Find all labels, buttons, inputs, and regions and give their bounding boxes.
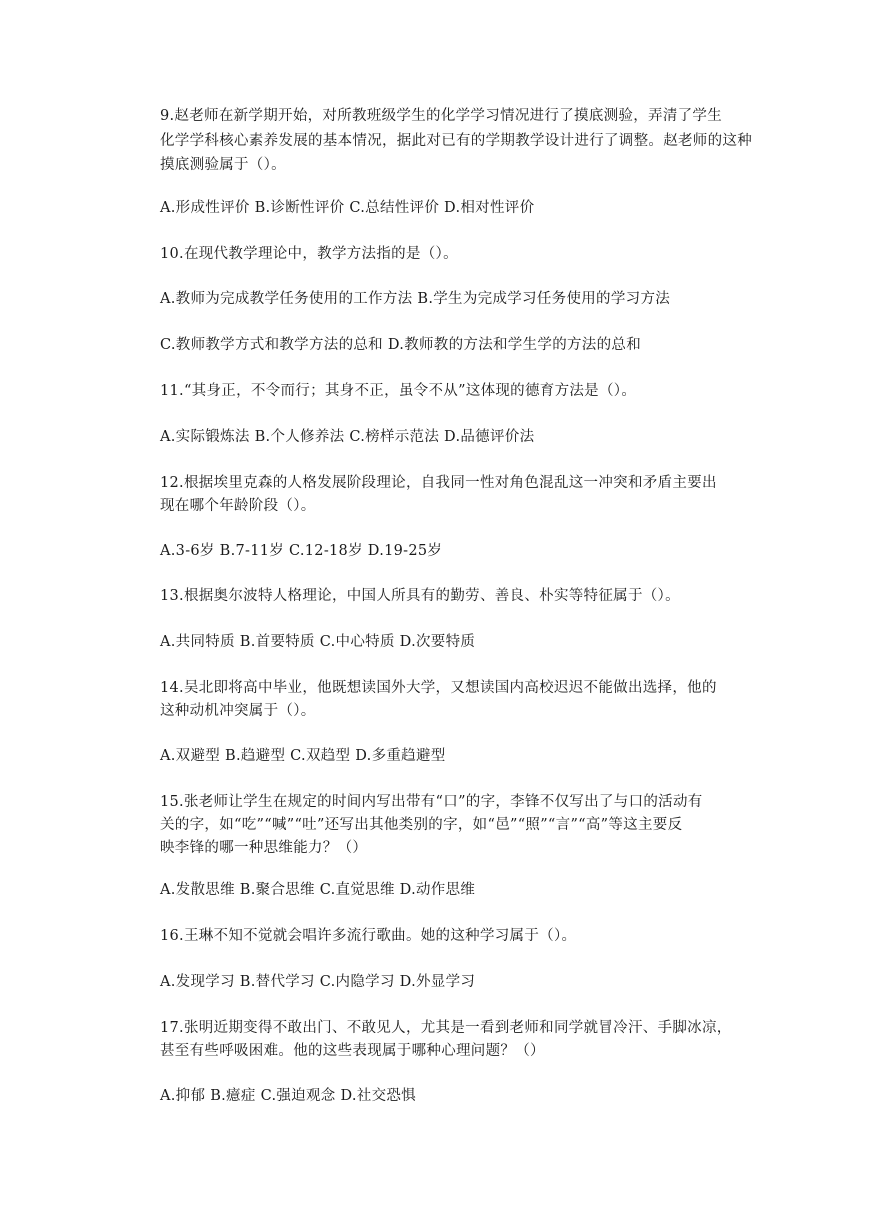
- question-stem-line: 摸底测验属于（）。: [160, 157, 286, 173]
- question-options-line: A.发散思维 B.聚合思维 C.直觉思维 D.动作思维: [160, 882, 476, 898]
- question-stem-line: 17.张明近期变得不敢出门、不敢见人，尤其是一看到老师和同学就冒冷汗、手脚冰凉，: [160, 1020, 732, 1036]
- question-options-line: A.形成性评价 B.诊断性评价 C.总结性评价 D.相对性评价: [160, 200, 535, 216]
- question-options-line: A.实际锻炼法 B.个人修养法 C.榜样示范法 D.品德评价法: [160, 429, 535, 445]
- question-stem-line: 10.在现代教学理论中，教学方法指的是（）。: [160, 246, 458, 262]
- question-stem-line: 化学学科核心素养发展的基本情况，据此对已有的学期教学设计进行了调整。赵老师的这种: [160, 133, 752, 149]
- question-options-line: A.教师为完成教学任务使用的工作方法 B.学生为完成学习任务使用的学习方法: [160, 291, 671, 307]
- question-options-line: A.抑郁 B.癔症 C.强迫观念 D.社交恐惧: [160, 1088, 416, 1104]
- question-stem-line: 这种动机冲突属于（）。: [160, 703, 316, 719]
- question-stem-line: 关的字，如“吃”“喊”“吐”还写出其他类别的字，如“邑”“照”“言”“高”等这主要反: [160, 817, 683, 833]
- question-stem-line: 12.根据埃里克森的人格发展阶段理论，自我同一性对角色混乱这一冲突和矛盾主要出: [160, 475, 717, 491]
- question-stem-line: 14.吴北即将高中毕业，他既想读国外大学，又想读国内高校迟迟不能做出选择，他的: [160, 680, 717, 696]
- question-stem-line: 9.赵老师在新学期开始，对所教班级学生的化学学习情况进行了摸底测验，弄清了学生: [160, 108, 723, 124]
- question-stem-line: 映李锋的哪一种思维能力？（）: [160, 840, 368, 856]
- question-options-line: A.共同特质 B.首要特质 C.中心特质 D.次要特质: [160, 634, 476, 650]
- question-options-line: A.双避型 B.趋避型 C.双趋型 D.多重趋避型: [160, 748, 446, 764]
- question-options-line: A.发现学习 B.替代学习 C.内隐学习 D.外显学习: [160, 974, 476, 990]
- question-stem-line: 11.“其身正，不令而行；其身不正，虽令不从”这体现的德育方法是（）。: [160, 383, 637, 399]
- question-options-line: A.3-6岁 B.7-11岁 C.12-18岁 D.19-25岁: [160, 543, 443, 559]
- question-stem-line: 15.张老师让学生在规定的时间内写出带有“口”的字，李锋不仅写出了与口的活动有: [160, 794, 703, 810]
- question-stem-line: 现在哪个年龄阶段（）。: [160, 498, 316, 514]
- question-stem-line: 16.王琳不知不觉就会唱许多流行歌曲。她的这种学习属于（）。: [160, 928, 577, 944]
- question-stem-line: 甚至有些呼吸困难。他的这些表现属于哪种心理问题？（）: [160, 1043, 545, 1059]
- question-stem-line: 13.根据奥尔波特人格理论，中国人所具有的勤劳、善良、朴实等特征属于（）。: [160, 588, 680, 604]
- question-options-line: C.教师教学方式和教学方法的总和 D.教师教的方法和学生学的方法的总和: [160, 337, 642, 353]
